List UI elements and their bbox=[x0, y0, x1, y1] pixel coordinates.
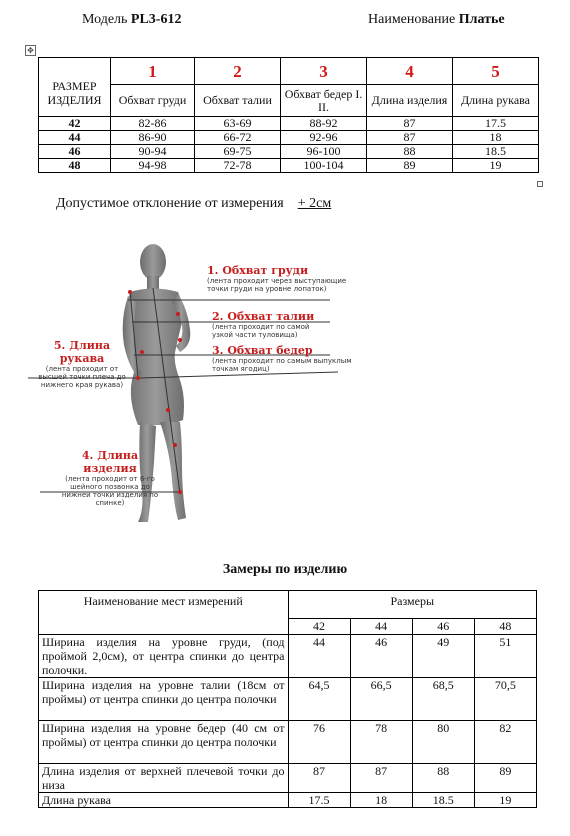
col-label-2: Обхват талии bbox=[195, 85, 281, 117]
measure-value: 80 bbox=[412, 721, 474, 764]
measurements-title: Замеры по изделию bbox=[222, 562, 348, 577]
size-col-44: 44 bbox=[350, 618, 412, 634]
measure-value: 51 bbox=[474, 635, 536, 678]
measure-value: 89 bbox=[474, 764, 536, 793]
col-num-3: 3 bbox=[281, 58, 367, 85]
measure-value: 46 bbox=[350, 635, 412, 678]
measure-name: Ширина изделия на уровне талии (18см от проймы) от центра спинки до центра полочки bbox=[39, 678, 289, 721]
measure-value: 18 bbox=[350, 793, 412, 808]
table-cell: 82-86 bbox=[111, 117, 195, 131]
place-header: Наименование мест измерений bbox=[39, 591, 289, 635]
label-chest-sub: (лента проходит через выступающие точки груди на уровне лопаток) bbox=[207, 277, 347, 293]
measure-value: 78 bbox=[350, 721, 412, 764]
col-label-4: Длина изделия bbox=[367, 85, 453, 117]
table-cell: 86-90 bbox=[111, 131, 195, 145]
label-hips-sub: (лента проходит по самым выпуклым точкам ягодиц) bbox=[212, 357, 352, 373]
measure-value: 19 bbox=[474, 793, 536, 808]
model-label: Модель bbox=[82, 12, 128, 27]
table-row bbox=[39, 721, 537, 764]
name-value: Платье bbox=[458, 12, 505, 27]
label-waist bbox=[212, 310, 332, 339]
measurements-table bbox=[38, 590, 537, 808]
table-cell: 89 bbox=[367, 159, 453, 173]
table-cell: 88-92 bbox=[281, 117, 367, 131]
table-move-handle-icon[interactable]: ✥ bbox=[25, 45, 36, 56]
measure-value: 44 bbox=[288, 635, 350, 678]
label-hips bbox=[212, 344, 352, 373]
table-cell: 18.5 bbox=[453, 145, 539, 159]
col-label-5: Длина рукава bbox=[453, 85, 539, 117]
table-cell: 63-69 bbox=[195, 117, 281, 131]
table-row bbox=[39, 159, 539, 173]
label-chest-title: 1. Обхват груди bbox=[207, 264, 309, 277]
measure-value: 87 bbox=[350, 764, 412, 793]
table-cell: 92-96 bbox=[281, 131, 367, 145]
name-line bbox=[368, 12, 505, 28]
label-sleeve-sub: (лента проходит от высшей точки плеча до нижнего края рукава) bbox=[38, 365, 126, 389]
tolerance-line bbox=[56, 196, 331, 212]
measure-value: 68,5 bbox=[412, 678, 474, 721]
col-label-3: Обхват бедер I. II. bbox=[281, 85, 367, 117]
size-cell: 44 bbox=[39, 131, 111, 145]
col-num-5: 5 bbox=[453, 58, 539, 85]
measure-name: Длина рукава bbox=[39, 793, 289, 808]
label-length-title: 4. Длина изделия bbox=[81, 449, 139, 475]
model-value: PL3-612 bbox=[130, 12, 182, 27]
table-cell: 94-98 bbox=[111, 159, 195, 173]
label-hips-title: 3. Обхват бедер bbox=[212, 344, 313, 357]
table-row bbox=[39, 764, 537, 793]
col-num-2: 2 bbox=[195, 58, 281, 85]
col-label-1: Обхват груди bbox=[111, 85, 195, 117]
label-sleeve-title: 5. Длина рукава bbox=[53, 339, 111, 365]
table-row bbox=[39, 793, 537, 808]
table-cell: 18 bbox=[453, 131, 539, 145]
table-cell: 100-104 bbox=[281, 159, 367, 173]
measure-value: 88 bbox=[412, 764, 474, 793]
measure-value: 64,5 bbox=[288, 678, 350, 721]
sizes-header: Размеры bbox=[288, 591, 537, 619]
tolerance-text: Допустимое отклонение от измерения bbox=[56, 196, 284, 211]
table-cell: 66-72 bbox=[195, 131, 281, 145]
table-row bbox=[39, 635, 537, 678]
size-table bbox=[38, 57, 539, 173]
measure-value: 18.5 bbox=[412, 793, 474, 808]
tolerance-value: + 2см bbox=[297, 196, 332, 211]
measure-value: 66,5 bbox=[350, 678, 412, 721]
table-row bbox=[39, 131, 539, 145]
measure-name: Ширина изделия на уровне груди, (под проймой 2,0см), от центра спинки до центра полочки. bbox=[39, 635, 289, 678]
size-cell: 48 bbox=[39, 159, 111, 173]
name-label: Наименование bbox=[368, 12, 456, 27]
size-col-48: 48 bbox=[474, 618, 536, 634]
table-cell: 88 bbox=[367, 145, 453, 159]
table-cell: 90-94 bbox=[111, 145, 195, 159]
label-waist-sub: (лента проходит по самой узкой части туловища) bbox=[212, 323, 310, 339]
table-row bbox=[39, 678, 537, 721]
model-line bbox=[82, 12, 181, 28]
table-cell: 87 bbox=[367, 131, 453, 145]
table-cell: 17.5 bbox=[453, 117, 539, 131]
size-cell: 46 bbox=[39, 145, 111, 159]
table-cell: 96-100 bbox=[281, 145, 367, 159]
table-resize-handle[interactable] bbox=[537, 181, 543, 187]
label-sleeve bbox=[36, 339, 128, 389]
label-chest bbox=[207, 264, 347, 293]
col-num-4: 4 bbox=[367, 58, 453, 85]
measure-value: 17.5 bbox=[288, 793, 350, 808]
table-cell: 72-78 bbox=[195, 159, 281, 173]
table-row bbox=[39, 117, 539, 131]
table-cell: 87 bbox=[367, 117, 453, 131]
table-cell: 69-75 bbox=[195, 145, 281, 159]
label-length-sub: (лента проходит от 6-го шейного позвонка до нижней точки изделия по спинке) bbox=[61, 475, 159, 507]
table-cell: 19 bbox=[453, 159, 539, 173]
size-col-46: 46 bbox=[412, 618, 474, 634]
measure-value: 82 bbox=[474, 721, 536, 764]
measure-value: 87 bbox=[288, 764, 350, 793]
size-cell: 42 bbox=[39, 117, 111, 131]
table-row bbox=[39, 145, 539, 159]
measure-value: 49 bbox=[412, 635, 474, 678]
col-num-1: 1 bbox=[111, 58, 195, 85]
measure-value: 76 bbox=[288, 721, 350, 764]
measure-name: Ширина изделия на уровне бедер (40 см от проймы) от центра спинки до центра полочки bbox=[39, 721, 289, 764]
size-col-42: 42 bbox=[288, 618, 350, 634]
label-length bbox=[60, 449, 160, 507]
measure-value: 70,5 bbox=[474, 678, 536, 721]
measure-name: Длина изделия от верхней плечевой точки до низа bbox=[39, 764, 289, 793]
label-waist-title: 2. Обхват талии bbox=[212, 310, 315, 323]
size-header-cell: РАЗМЕР ИЗДЕЛИЯ bbox=[39, 58, 111, 117]
